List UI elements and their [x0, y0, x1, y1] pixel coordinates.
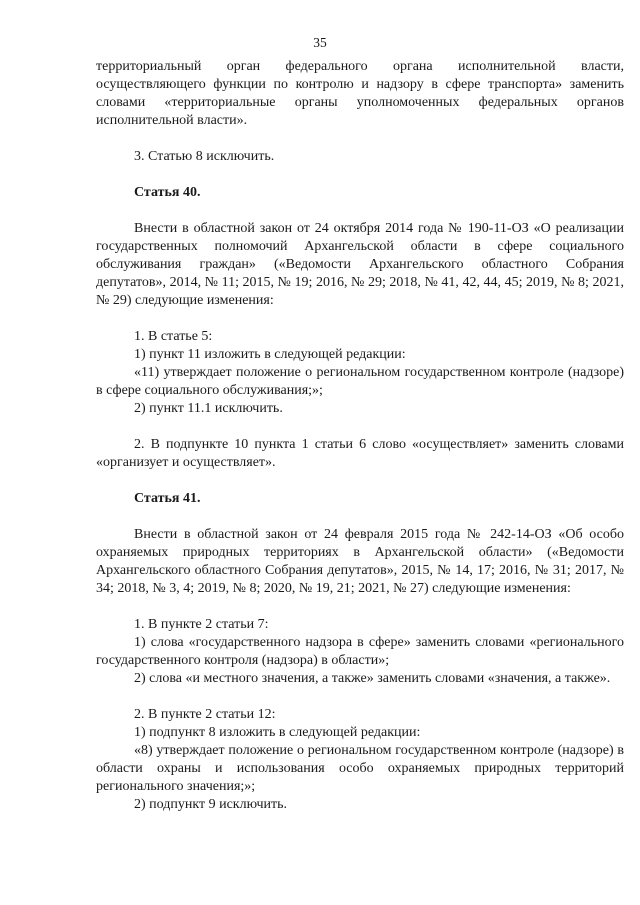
spacer [96, 130, 624, 148]
article-heading: Статья 40. [134, 185, 201, 200]
spacer [96, 472, 624, 490]
paragraph: 2) пункт 11.1 исключить. [134, 401, 283, 416]
paragraph: 1. В пункте 2 статьи 7: [134, 617, 269, 632]
spacer [96, 688, 624, 706]
paragraph: 1) пункт 11 изложить в следующей редакции: [134, 347, 406, 362]
paragraph: 1. В статье 5: [134, 329, 213, 344]
spacer [96, 418, 624, 436]
paragraph: Внести в областной закон от 24 февраля 2015 года № 242-14-ОЗ «Об особо охраняемых природных территориях в Архангельской области» («Ведомости Архангельского областного Собрания депутатов», 2015, № 14, 17; 2016, № 31; 2017, № 34; 2018, № 3, 4; 2019, № 8; 2020, № 19, 21; 2021, № 27) следующие изменения: [96, 527, 624, 596]
paragraph: 2) слова «и местного значения, а также» заменить словами «значения, а также». [134, 671, 611, 686]
paragraph: 3. Статью 8 исключить. [134, 149, 275, 164]
paragraph: 2. В пункте 2 статьи 12: [134, 707, 276, 722]
document-body [96, 58, 624, 814]
paragraph: 2) подпункт 9 исключить. [134, 797, 288, 812]
paragraph: 1) слова «государственного надзора в сфере» заменить словами «регионального государственного контроля (надзора) в области»; [96, 635, 624, 668]
paragraph: 1) подпункт 8 изложить в следующей редакции: [134, 725, 421, 740]
paragraph: Внести в областной закон от 24 октября 2014 года № 190-11-ОЗ «О реализации государственных полномочий Архангельской области в сфере социального обслуживания граждан» («Ведомости Архангельского областного Собрания депутатов», 2014, № 11; 2015, № 19; 2016, № 29; 2018, № 41, 42, 44, 45; 2019, № 8; 2021, № 29) следующие изменения: [96, 221, 624, 308]
spacer [96, 508, 624, 526]
spacer [96, 166, 624, 184]
article-heading: Статья 41. [134, 491, 201, 506]
paragraph: 2. В подпункте 10 пункта 1 статьи 6 слово «осуществляет» заменить словами «организует и осуществляет». [96, 437, 624, 470]
spacer [96, 598, 624, 616]
paragraph: территориальный орган федерального органа исполнительной власти, осуществляющего функции по контролю и надзору в сфере транспорта» заменить словами «территориальные органы уполномоченных федеральных органов исполнительной власти». [96, 59, 624, 128]
paragraph: «11) утверждает положение о региональном государственном контроле (надзоре) в сфере социального обслуживания;»; [96, 365, 624, 398]
spacer [96, 202, 624, 220]
spacer [96, 310, 624, 328]
paragraph: «8) утверждает положение о региональном государственном контроле (надзоре) в области охраны и использования особо охраняемых природных территорий регионального значения;»; [96, 743, 624, 794]
page-number: 35 [313, 35, 327, 50]
